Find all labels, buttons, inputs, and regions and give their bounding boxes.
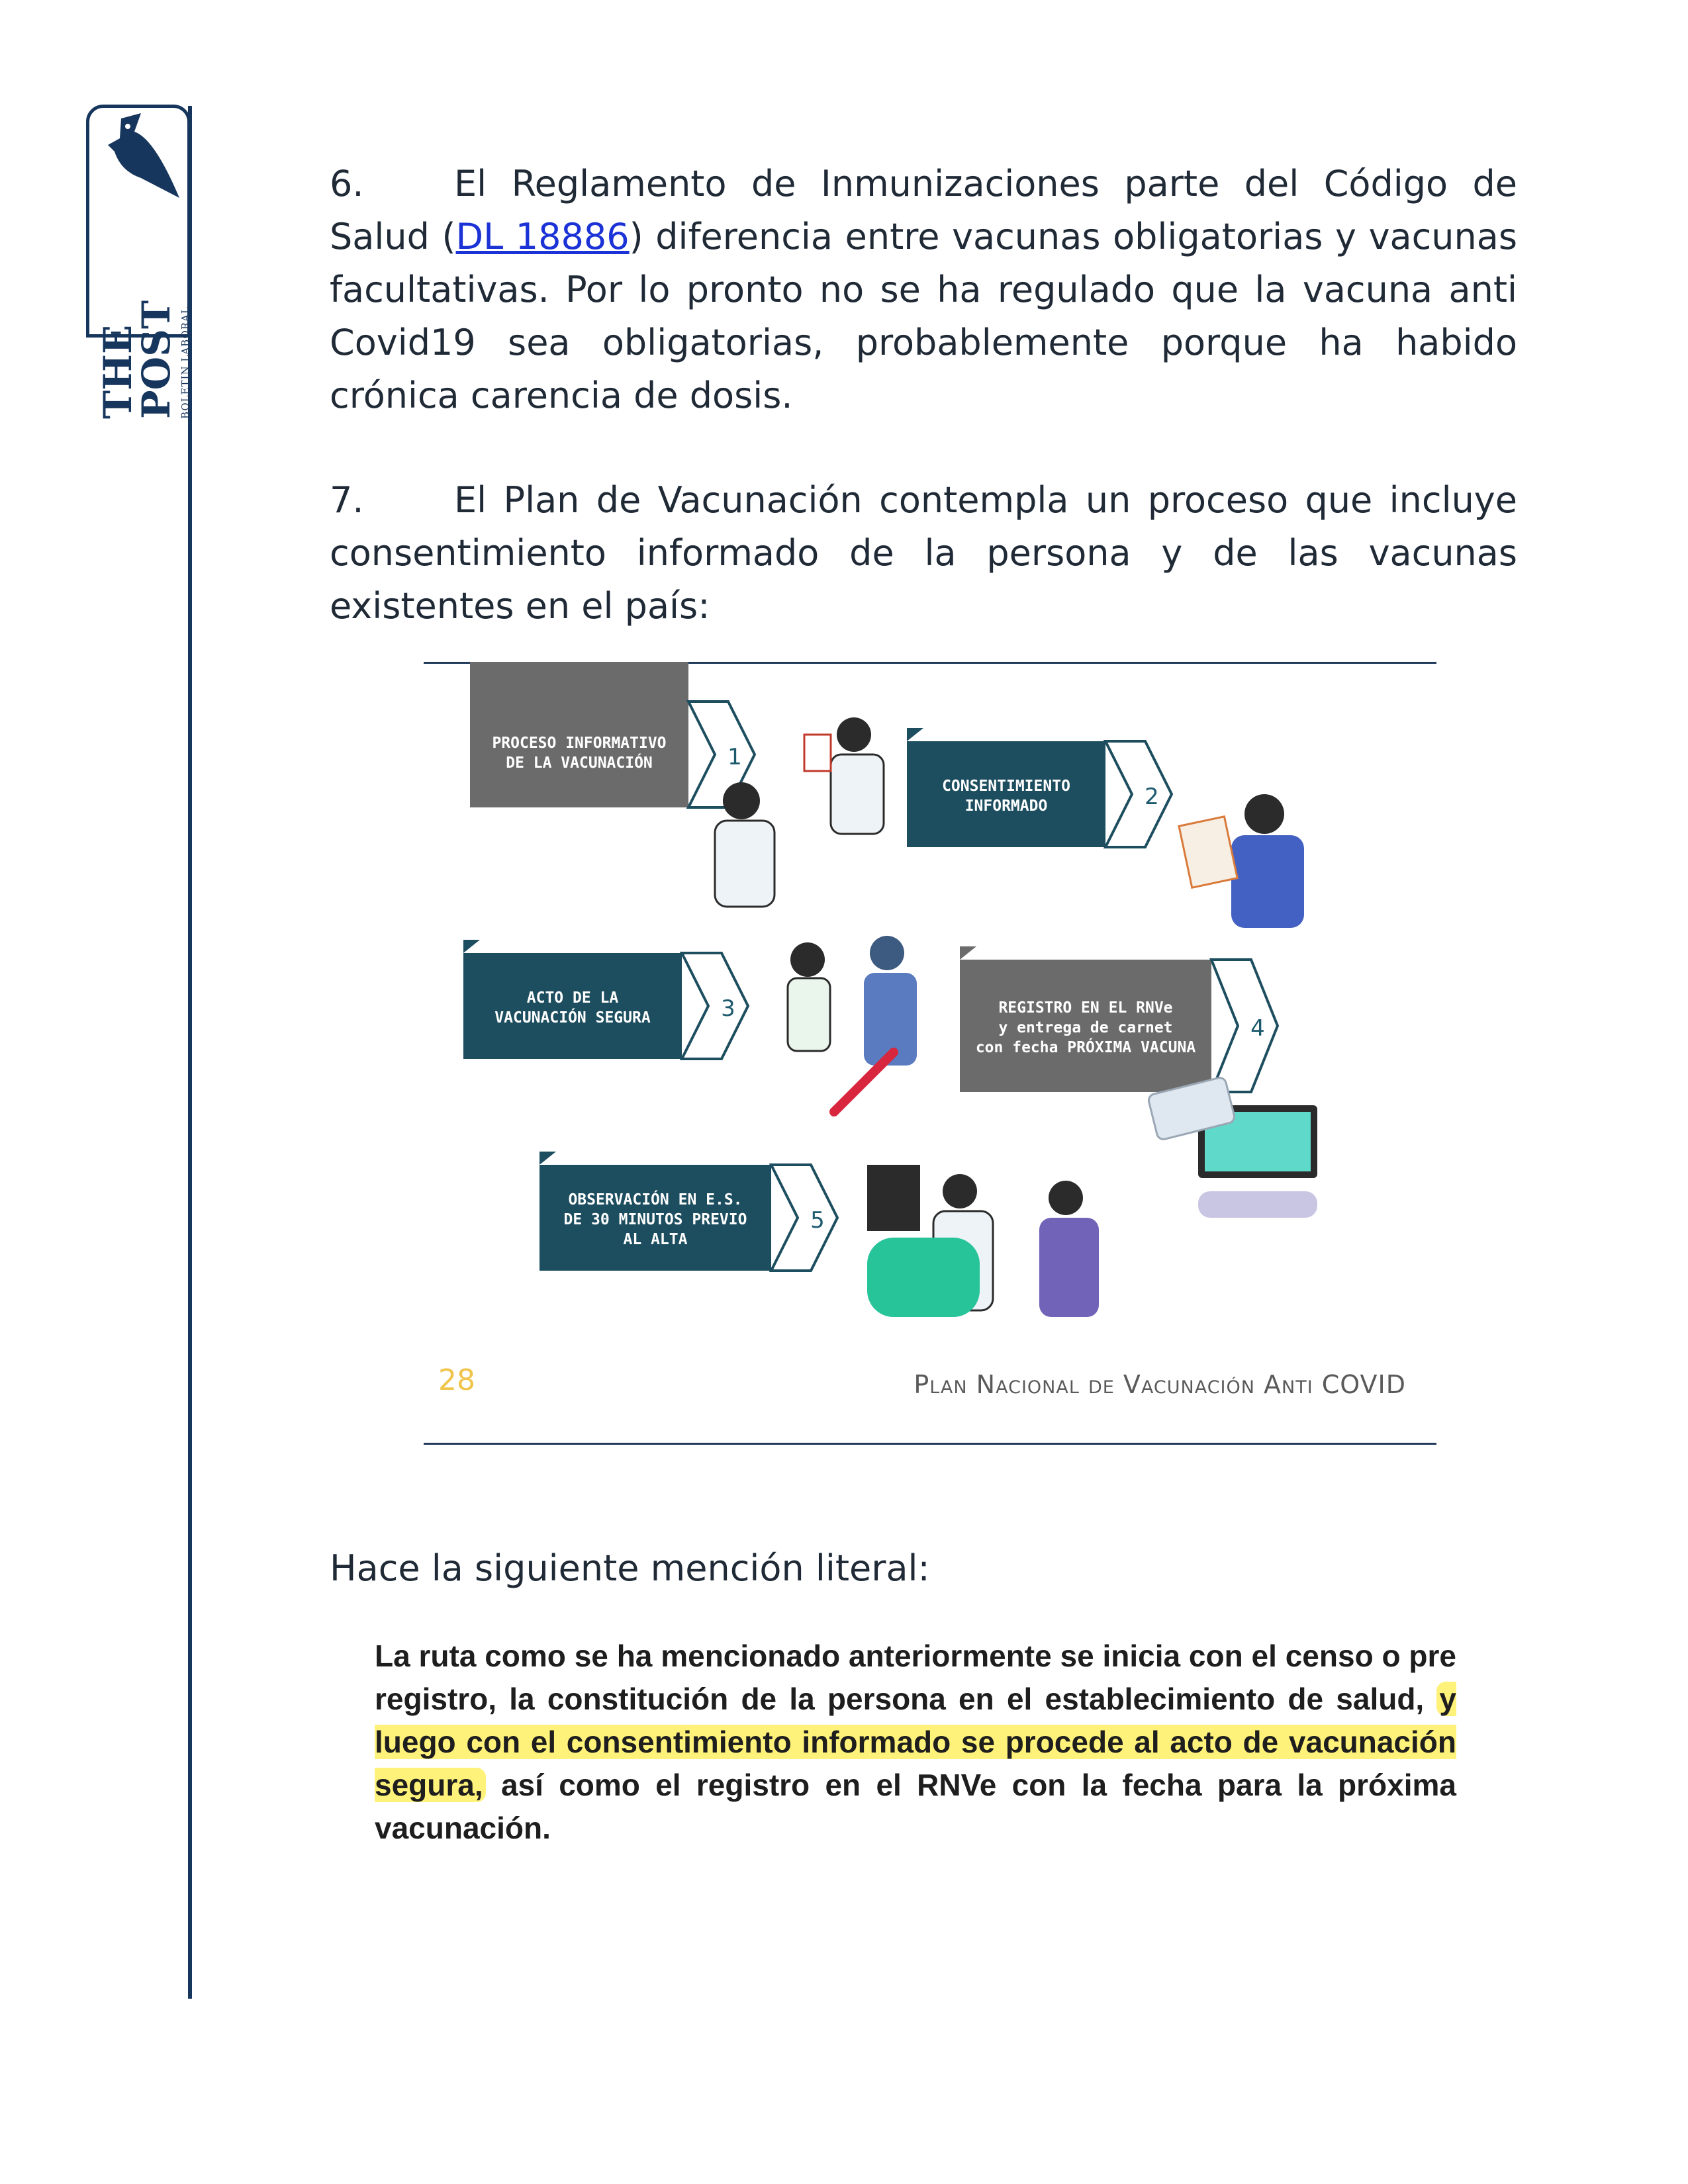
step-1-line1: PROCESO INFORMATIVO (492, 735, 667, 752)
quoted-passage (375, 1635, 1456, 1850)
step-3-line2: VACUNACIÓN SEGURA (494, 1009, 651, 1026)
step-4-line3: con fecha PRÓXIMA VACUNA (975, 1039, 1196, 1056)
vaccination-plan-infographic (424, 662, 1443, 1449)
quote-intro: Hace la siguiente mención literal: (330, 1547, 930, 1589)
figure-bottom-rule (424, 1443, 1436, 1445)
step-4-illustration (1147, 1077, 1317, 1218)
step-3 (463, 940, 748, 1059)
step-3-number: 3 (721, 995, 735, 1022)
step-3-line1: ACTO DE LA (526, 989, 619, 1007)
step-1-line2: DE LA VACUNACIÓN (506, 754, 653, 772)
step-4-number: 4 (1250, 1015, 1265, 1042)
paragraph-text: ) diferencia entre vacunas obligatorias y vacunas facultativas. Por lo pronto no se ha regulado que la vacuna anti Covid19 sea obligatorias, probablemente porque ha habido crónica carencia de dosis. (330, 216, 1517, 416)
step-3-illustration (788, 936, 917, 1112)
step-2-number: 2 (1145, 784, 1159, 810)
step-4 (960, 946, 1278, 1092)
step-5 (539, 1152, 837, 1271)
logo-wordmark (95, 220, 191, 419)
dl-18886-link[interactable]: DL 18886 (455, 216, 630, 257)
step-4-line2: y entrega de carnet (998, 1019, 1173, 1036)
quote-part-2: así como el registro en el RNVe con la fecha para la próxima vacunación. (375, 1768, 1456, 1845)
step-5-number: 5 (810, 1207, 825, 1234)
paragraph-text: El Plan de Vacunación contempla un proceso que incluye consentimiento informado de la persona y de las vacunas existentes en el país: (330, 479, 1517, 627)
figure-page-number: 28 (438, 1363, 475, 1397)
step-4-line1: REGISTRO EN EL RNVe (998, 999, 1173, 1017)
logo-line1: THE (95, 324, 140, 419)
step-5-line1: OBSERVACIÓN EN E.S. (568, 1191, 743, 1208)
quote-part-1: La ruta como se ha mencionado anteriormente se inicia con el censo o pre registro, la constitución de la persona en el establecimiento de salud, (375, 1639, 1456, 1716)
steps-diagram (424, 662, 1443, 1350)
logo-subtitle: BOLETIN LABORAL (179, 306, 191, 419)
step-5-line2: DE 30 MINUTOS PREVIO (563, 1211, 747, 1228)
paragraph-text: El Reglamento de Inmunizaciones parte del Código de Salud ( (330, 163, 1517, 257)
step-2-illustration (1179, 794, 1304, 928)
step-5-illustration (867, 1165, 1099, 1317)
step-1-number: 1 (727, 744, 742, 770)
quote-highlight: y luego con el consentimiento informado se procede al acto de vacunación segura, (375, 1682, 1456, 1802)
item-number: 7. (330, 479, 364, 521)
step-5-line3: AL ALTA (623, 1231, 688, 1248)
logo-line2: POST (134, 300, 179, 419)
step-1 (470, 662, 755, 807)
step-2-line2: INFORMADO (964, 797, 1048, 815)
item-number: 6. (330, 163, 364, 205)
paragraph-6 (330, 158, 1517, 422)
the-post-logo (86, 105, 191, 419)
step-2 (907, 728, 1172, 847)
eagle-icon (95, 112, 187, 205)
step-2-line1: CONSENTIMIENTO (942, 778, 1070, 795)
paragraph-7 (330, 474, 1517, 633)
figure-caption: Plan Nacional de Vacunación Anti COVID (914, 1370, 1406, 1399)
